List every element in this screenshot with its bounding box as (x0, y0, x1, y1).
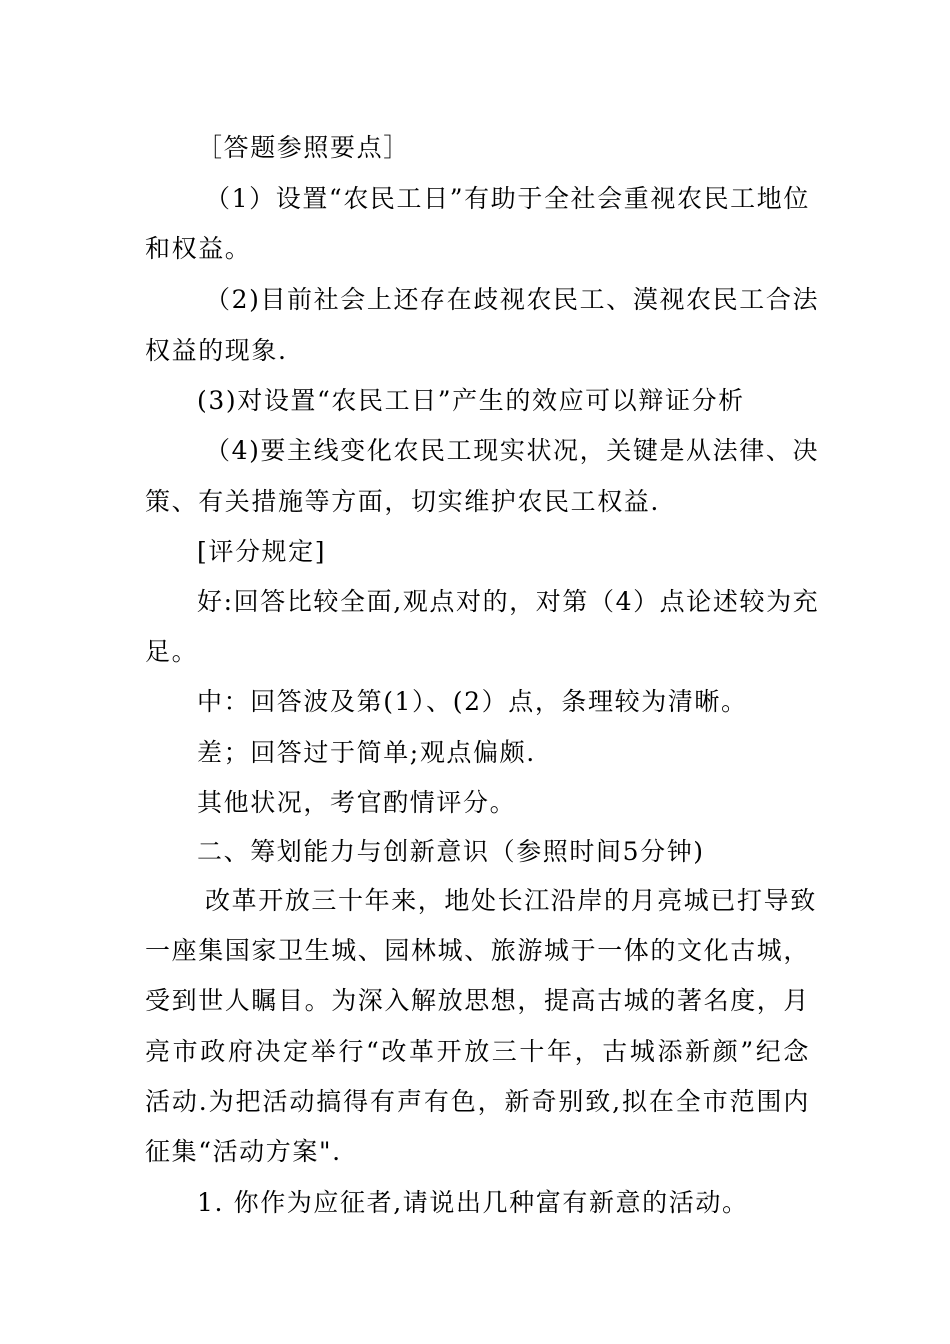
answer-point-3: (3)对设置“农民工日”产生的效应可以辩证分析 (197, 386, 745, 415)
scenario-paragraph-line-4: 亮市政府决定举行“改革开放三十年，古城添新颜”纪念 (145, 1037, 810, 1066)
scoring-poor: 差；回答过于简单;观点偏颇. (197, 738, 536, 767)
scoring-other: 其他状况，考官酌情评分。 (197, 788, 517, 817)
scoring-good-cont: 足。 (145, 637, 199, 666)
scenario-paragraph-line-5: 活动.为把活动搞得有声有色，新奇别致,拟在全市范围内 (145, 1087, 810, 1116)
answer-point-2: （2)目前社会上还存在歧视农民工、漠视农民工合法 (205, 285, 820, 314)
scenario-paragraph-line-2: 一座集国家卫生城、园林城、旅游城于一体的文化古城， (145, 936, 811, 965)
scoring-good: 好:回答比较全面,观点对的，对第（4）点论述较为充 (197, 587, 820, 616)
scoring-heading: [评分规定] (197, 537, 327, 566)
scenario-paragraph-line-1: 改革开放三十年来，地处长江沿岸的月亮城已打导致 (205, 886, 817, 915)
scenario-paragraph-line-6: 征集“活动方案". (145, 1137, 342, 1166)
answer-point-1: （1）设置“农民工日”有助于全社会重视农民工地位 (205, 184, 810, 213)
answer-point-4: （4)要主线变化农民工现实状况，关键是从法律、决 (205, 436, 820, 465)
scoring-medium: 中：回答波及第(1）、(2）点，条理较为清晰。 (197, 687, 748, 716)
answer-point-2-cont: 权益的现象. (145, 336, 288, 365)
answer-point-1-cont: 和权益。 (145, 234, 252, 263)
section-two-heading: 二、筹划能力与创新意识（参照时间5分钟) (197, 837, 705, 866)
answer-point-4-cont: 策、有关措施等方面，切实维护农民工权益. (145, 487, 660, 516)
question-1: 1. 你作为应征者,请说出几种富有新意的活动。 (197, 1188, 749, 1217)
scenario-paragraph-line-3: 受到世人瞩目。为深入解放思想，提高古城的著名度，月 (145, 986, 811, 1015)
answer-key-heading: ［答题参照要点］ (197, 133, 410, 162)
